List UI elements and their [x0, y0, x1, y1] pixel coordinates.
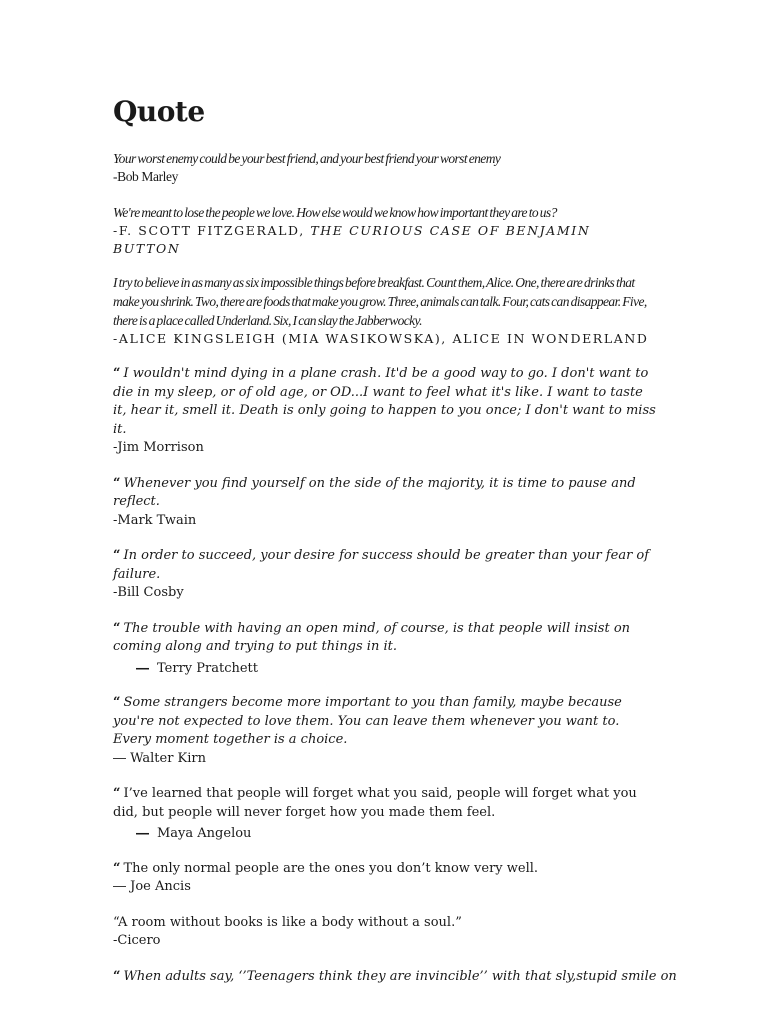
quote-maya-angelou: [113, 785, 658, 844]
quote-alice: [113, 273, 658, 348]
quote-author-name: -F. SCOTT FITZGERALD,: [113, 223, 311, 238]
quote-author-work: THE CURIOUS CASE OF BENJAMIN BUTTON: [113, 223, 591, 256]
quote-author: -ALICE KINGSLEIGH (MIA WASIKOWSKA), ALICE IN WONDERLAND: [113, 331, 649, 346]
quote-mark: “: [113, 366, 121, 381]
quote-text: Your worst enemy could be your best friend, and your best friend your worst enemy: [113, 151, 501, 166]
quote-author: [113, 222, 658, 258]
quote-author: ― Walter Kirn: [113, 750, 206, 766]
quote-mark: “: [113, 620, 121, 636]
quote-text: “A room without books is like a body without a soul.”: [113, 914, 462, 930]
quote-body: When adults say, ‘’Teenagers think they are invincible’’ with that sly,stupid smile on: [123, 968, 677, 984]
quote-text: [113, 547, 658, 584]
quote-text: [113, 785, 658, 822]
quote-author: ― Joe Ancis: [113, 879, 191, 894]
quote-author: -Bob Marley: [113, 169, 178, 184]
quote-author: -Jim Morrison: [113, 440, 204, 455]
quote-body: The trouble with having an open mind, of course, is that people will insist on coming along and trying to put things in it.: [113, 620, 631, 654]
quote-text: [113, 694, 658, 750]
quote-author: [113, 660, 658, 679]
quote-text: We're meant to lose the people we love. How else would we know how important they are to us?: [113, 205, 557, 220]
quote-cicero: [113, 914, 658, 951]
quote-joe-ancis: [113, 860, 658, 897]
quote-author: -Mark Twain: [113, 512, 197, 528]
quote-mark: “: [113, 475, 121, 491]
quote-bill-cosby: [113, 547, 658, 603]
document-page: [113, 92, 677, 986]
quote-walter-kirn: [113, 694, 658, 768]
quote-fitzgerald: [113, 203, 658, 258]
quote-body: The only normal people are the ones you don’t know very well.: [123, 860, 539, 876]
quote-text: I try to believe in as many as six impossible things before breakfast. Count them, Alice. One, there are drinks that make you shrink. Two, there are foods that make you grow. Three, animals can talk. Four, cats can disappear. Five, there is a place called Underland. Six, I can slay the Jabberwocky.: [113, 275, 647, 328]
dash-symbol: ―: [136, 660, 149, 676]
quote-body: Some strangers become more important to you than family, maybe because you're not expected to love them. You can leave them whenever you want to. Every moment together is a choice.: [113, 695, 622, 747]
page-title: Quote: [113, 95, 205, 128]
quote-mark-twain: [113, 475, 658, 531]
dash-symbol: ―: [136, 826, 149, 841]
quote-text: [113, 475, 658, 512]
quote-text: [113, 968, 677, 987]
quote-author-name: Maya Angelou: [157, 826, 252, 841]
quote-mark: “: [113, 695, 121, 710]
quote-body: Whenever you find yourself on the side of the majority, it is time to pause and reflect.: [113, 475, 636, 509]
quote-teenagers: [113, 968, 677, 987]
quote-mark: “: [113, 786, 121, 801]
quote-body: I’ve learned that people will forget what you said, people will forget what you did, but people will never forget how you made them feel.: [113, 786, 637, 820]
quote-mark: “: [113, 548, 121, 563]
quote-author: [113, 825, 658, 844]
quote-jim-morrison: [113, 365, 658, 458]
quote-text: [113, 620, 658, 657]
quote-author-name: Terry Pratchett: [157, 660, 258, 676]
quote-body: In order to succeed, your desire for success should be greater than your fear of failure.: [113, 548, 650, 582]
quote-mark: “: [113, 968, 121, 984]
quote-author: -Bill Cosby: [113, 585, 184, 600]
quote-author: -Cicero: [113, 933, 161, 948]
quote-text: [113, 365, 658, 439]
quote-text: [113, 860, 658, 879]
quote-body: I wouldn't mind dying in a plane crash. It'd be a good way to go. I don't want to die in my sleep, or of old age, or OD...I want to feel what it's like. I want to taste it, hear it, smell it. Death is only going to happen to you once; I don't want to miss it.: [113, 366, 656, 437]
quote-terry-pratchett: [113, 620, 658, 679]
quote-mark: “: [113, 860, 121, 876]
quote-bob-marley: [113, 149, 658, 185]
